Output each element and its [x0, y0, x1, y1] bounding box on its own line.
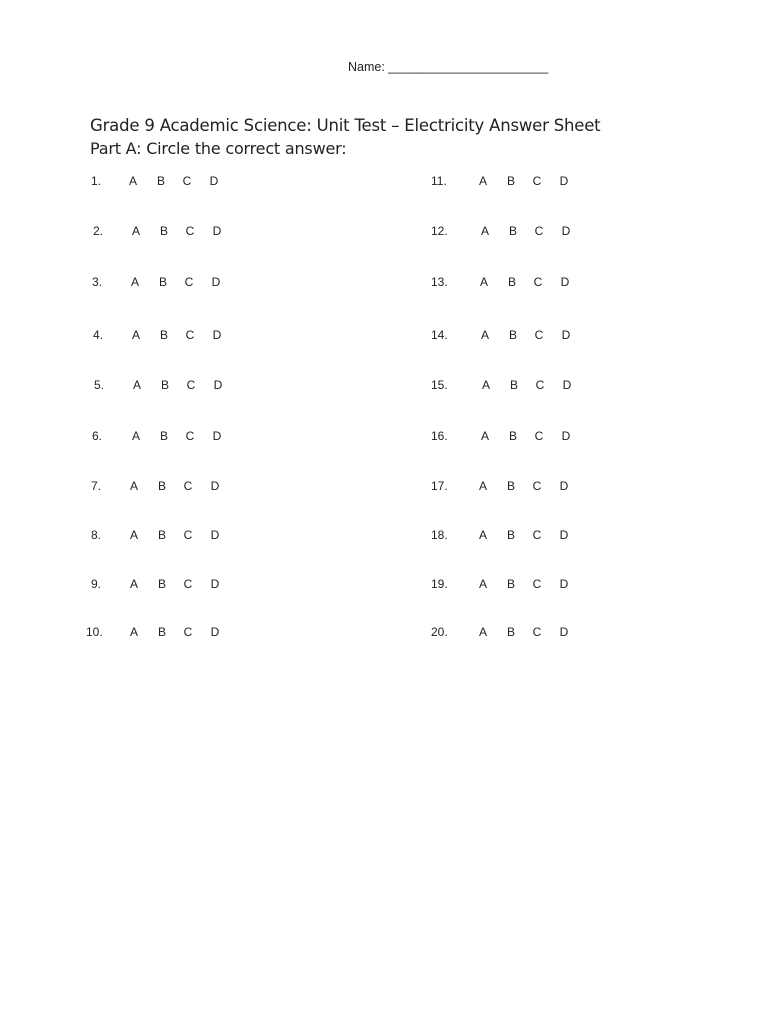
answer-option-b[interactable]: B [506, 174, 515, 188]
question-row-15 [0, 378, 768, 394]
answer-option-a[interactable]: A [129, 577, 138, 591]
answer-option-a[interactable]: A [131, 429, 140, 443]
answer-option-d[interactable]: D [562, 378, 572, 392]
answer-option-c[interactable]: C [533, 275, 543, 289]
page-title: Grade 9 Academic Science: Unit Test – Electricity Answer Sheet [90, 116, 601, 135]
question-row-20 [0, 625, 768, 641]
question-row-12 [0, 224, 768, 240]
answer-option-d[interactable]: D [560, 275, 570, 289]
question-number: 20. [431, 625, 448, 639]
question-row-13 [0, 275, 768, 291]
name-field-label: Name: _______________________ [348, 60, 549, 74]
question-number: 7. [91, 479, 102, 493]
answer-option-b[interactable]: B [157, 528, 166, 542]
answer-option-c[interactable]: C [185, 224, 195, 238]
answer-option-a[interactable]: A [478, 577, 487, 591]
answer-option-d[interactable]: D [212, 328, 222, 342]
answer-option-b[interactable]: B [157, 625, 166, 639]
answer-option-d[interactable]: D [561, 224, 571, 238]
answer-option-a[interactable]: A [479, 275, 488, 289]
question-number: 16. [431, 429, 448, 443]
answer-option-d[interactable]: D [210, 625, 220, 639]
answer-option-d[interactable]: D [213, 378, 223, 392]
instruction-text: Part A: Circle the correct answer: [90, 139, 347, 158]
answer-option-a[interactable]: A [132, 378, 141, 392]
answer-option-d[interactable]: D [559, 625, 569, 639]
question-row-19 [0, 577, 768, 593]
answer-option-c[interactable]: C [532, 625, 542, 639]
answer-option-b[interactable]: B [507, 275, 516, 289]
answer-option-d[interactable]: D [211, 275, 221, 289]
answer-option-b[interactable]: B [159, 328, 168, 342]
answer-option-c[interactable]: C [535, 378, 545, 392]
answer-option-b[interactable]: B [506, 528, 515, 542]
answer-option-c[interactable]: C [183, 528, 193, 542]
answer-option-c[interactable]: C [184, 275, 194, 289]
question-row-11 [0, 174, 768, 190]
answer-option-a[interactable]: A [131, 224, 140, 238]
answer-option-b[interactable]: B [508, 224, 517, 238]
answer-option-d[interactable]: D [561, 328, 571, 342]
question-number: 18. [431, 528, 448, 542]
answer-option-a[interactable]: A [480, 224, 489, 238]
question-number: 3. [92, 275, 103, 289]
question-number: 6. [92, 429, 103, 443]
question-number: 5. [94, 378, 105, 392]
answer-option-b[interactable]: B [509, 378, 518, 392]
answer-option-a[interactable]: A [131, 328, 140, 342]
question-row-18 [0, 528, 768, 544]
answer-option-d[interactable]: D [210, 577, 220, 591]
answer-option-c[interactable]: C [182, 174, 192, 188]
question-row-16 [0, 429, 768, 445]
answer-option-d[interactable]: D [210, 479, 220, 493]
answer-option-c[interactable]: C [183, 577, 193, 591]
question-row-17 [0, 479, 768, 495]
answer-option-d[interactable]: D [559, 528, 569, 542]
answer-option-b[interactable]: B [159, 224, 168, 238]
answer-option-a[interactable]: A [130, 275, 139, 289]
answer-option-a[interactable]: A [128, 174, 137, 188]
answer-option-d[interactable]: D [212, 429, 222, 443]
answer-option-a[interactable]: A [480, 328, 489, 342]
question-number: 11. [431, 174, 447, 188]
answer-option-d[interactable]: D [559, 174, 569, 188]
answer-option-a[interactable]: A [129, 528, 138, 542]
answer-option-b[interactable]: B [508, 328, 517, 342]
answer-option-a[interactable]: A [478, 528, 487, 542]
question-number: 15. [431, 378, 448, 392]
answer-option-b[interactable]: B [506, 577, 515, 591]
answer-option-c[interactable]: C [185, 328, 195, 342]
answer-option-d[interactable]: D [559, 577, 569, 591]
answer-option-c[interactable]: C [532, 577, 542, 591]
question-row-14 [0, 328, 768, 344]
answer-option-d[interactable]: D [561, 429, 571, 443]
answer-option-b[interactable]: B [157, 479, 166, 493]
answer-option-a[interactable]: A [481, 378, 490, 392]
answer-option-b[interactable]: B [158, 275, 167, 289]
answer-option-a[interactable]: A [480, 429, 489, 443]
answer-option-b[interactable]: B [506, 625, 515, 639]
question-number: 13. [431, 275, 448, 289]
answer-option-c[interactable]: C [532, 174, 542, 188]
answer-option-a[interactable]: A [478, 625, 487, 639]
answer-option-b[interactable]: B [506, 479, 515, 493]
answer-option-b[interactable]: B [508, 429, 517, 443]
question-number: 14. [431, 328, 448, 342]
answer-option-c[interactable]: C [534, 328, 544, 342]
question-number: 8. [91, 528, 102, 542]
question-number: 10. [86, 625, 103, 639]
answer-option-d[interactable]: D [212, 224, 222, 238]
question-number: 17. [431, 479, 448, 493]
question-number: 12. [431, 224, 448, 238]
question-number: 1. [91, 174, 102, 188]
answer-option-a[interactable]: A [129, 479, 138, 493]
question-number: 19. [431, 577, 448, 591]
answer-option-c[interactable]: C [532, 528, 542, 542]
answer-option-c[interactable]: C [532, 479, 542, 493]
answer-option-b[interactable]: B [159, 429, 168, 443]
answer-option-d[interactable]: D [559, 479, 569, 493]
answer-option-a[interactable]: A [478, 174, 487, 188]
question-number: 9. [91, 577, 102, 591]
answer-option-c[interactable]: C [185, 429, 195, 443]
answer-option-a[interactable]: A [129, 625, 138, 639]
answer-option-a[interactable]: A [478, 479, 487, 493]
answer-option-c[interactable]: C [534, 429, 544, 443]
answer-option-c[interactable]: C [186, 378, 196, 392]
answer-option-c[interactable]: C [183, 479, 193, 493]
answer-option-b[interactable]: B [157, 577, 166, 591]
answer-option-d[interactable]: D [210, 528, 220, 542]
question-number: 2. [93, 224, 104, 238]
answer-option-c[interactable]: C [183, 625, 193, 639]
answer-option-c[interactable]: C [534, 224, 544, 238]
answer-option-b[interactable]: B [160, 378, 169, 392]
answer-option-d[interactable]: D [209, 174, 219, 188]
answer-option-b[interactable]: B [156, 174, 165, 188]
question-number: 4. [93, 328, 104, 342]
